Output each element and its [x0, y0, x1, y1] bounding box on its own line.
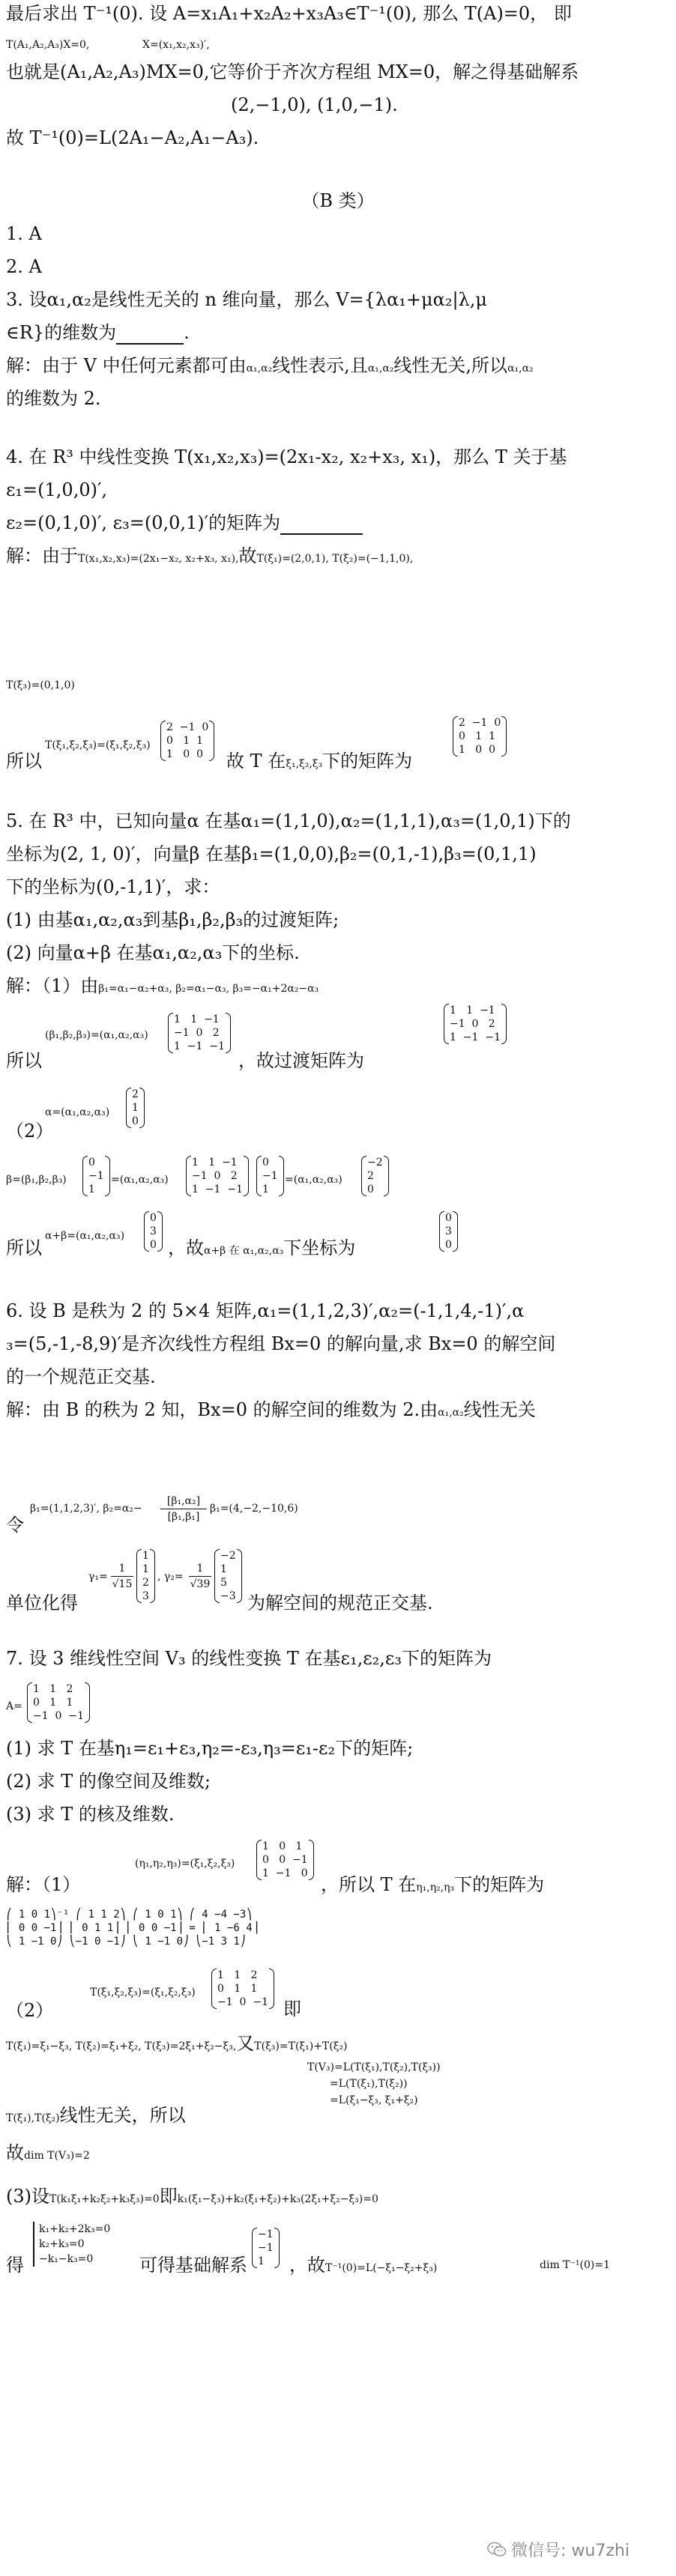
matrix: [450, 1004, 501, 1044]
fraction-numerator: 1: [111, 1561, 133, 1577]
formula: β₁=(4,−2,−10,6): [210, 1503, 298, 1515]
matrix-row: 1 1 −1: [192, 1157, 238, 1169]
solution-line: 解：（1）: [6, 1874, 81, 1895]
vector-entry: 3: [142, 1590, 149, 1602]
formula: α₁,α₂: [367, 363, 394, 375]
vector-entry: 0: [445, 1239, 452, 1251]
matrix-product: ⎛ 1 0 1⎞⁻¹ ⎛ 1 1 2⎞ ⎛ 1 0 1⎞ ⎛ 4 −4 −3⎞: [6, 1909, 253, 1921]
formula: T(k₁ξ₁+k₂ξ₂+k₃ξ₃)=0: [49, 2193, 160, 2205]
formula: β₁=α₁−α₂+α₃, β₂=α₁−α₃, β₃=−α₁+2α₂−α₃: [98, 983, 319, 995]
fraction-denominator: √15: [112, 1578, 133, 1590]
watermark: [487, 2538, 630, 2561]
text: 故 T 在: [226, 751, 286, 772]
matrix-row: −1 0 −1: [217, 1996, 268, 2008]
punct: .: [184, 322, 190, 343]
equation: k₂+k₃=0: [39, 2238, 85, 2250]
vector-entry: 2: [132, 1088, 139, 1100]
column-vector: [142, 1549, 149, 1603]
matrix-row: 1 1 −1: [450, 1004, 495, 1016]
question-line: (1) 求 T 在基η₁=ε₁+ε₃,η₂=-ε₃,η₃=ε₁-ε₂下的矩阵;: [6, 1738, 414, 1759]
solution-text: 线性表示,且: [272, 355, 368, 376]
formula: α=(α₁,α₂,α₃): [45, 1106, 110, 1118]
formula: T(x₁,x₂,x₃)=(2x₁−x₂, x₂+x₃, x₁),: [78, 553, 239, 565]
matrix-product: ⎝ 1 −1 0⎠ ⎝−1 0 −1⎠ ⎝ 1 −1 0⎠ ⎝−1 3 1⎠: [6, 1936, 247, 1948]
text-line: 即: [283, 1998, 301, 2019]
formula: T(ξ₁,ξ₂,ξ₃)=(ξ₁,ξ₂,ξ₃): [45, 739, 151, 751]
solution-line: [6, 974, 673, 998]
matrix: [174, 1013, 225, 1053]
text: 线性无关，所以: [59, 2105, 186, 2126]
formula: T⁻¹(0)=L(−ξ₁−ξ₂+ξ₃): [325, 2262, 438, 2274]
text-line: [6, 2141, 673, 2165]
solution-text: 下的矩阵为: [454, 1874, 545, 1895]
text-line: [6, 2103, 306, 2127]
matrix-row: 1 1 2: [33, 1683, 73, 1695]
matrix-row: −1 0 2: [450, 1018, 495, 1030]
vector-entry: −2: [367, 1157, 383, 1169]
formula: α₁,α₂: [438, 1407, 464, 1419]
formula: T(ξ₁)=(2,0,1), T(ξ₂)=(−1,1,0),: [256, 553, 414, 565]
text: ，故: [289, 2255, 325, 2276]
formula: α₁,α₂: [246, 363, 273, 375]
formula: =(α₁,α₂,α₃): [285, 1174, 342, 1186]
solution-text: 解：由于: [6, 545, 78, 566]
column-vector: [445, 1211, 452, 1252]
question-line: ε₁=(1,0,0)′,: [6, 479, 108, 500]
question-line: [6, 511, 673, 535]
matrix-row: 0 1 1: [166, 735, 203, 747]
formula: dim T⁻¹(0)=1: [540, 2259, 610, 2271]
vector-entry: 3: [445, 1225, 452, 1237]
vector-entry: 1: [132, 1102, 139, 1114]
question-text: ∈R}的维数为: [6, 322, 117, 343]
matrix-row: 1 −1 0: [262, 1867, 308, 1879]
matrix-row: 2 −1 0: [166, 721, 209, 733]
matrix-product: ⎜ 0 0 −1⎟ ⎜ 0 1 1⎟ ⎜ 0 0 −1⎟ = ⎜ 1 −6 4⎟: [6, 1922, 259, 1934]
matrix: [192, 1156, 243, 1196]
question-line: 坐标为(2, 1, 0)′，向量β 在基β₁=(1,0,0),β₂=(0,1,-1),β₃=(0,1,1): [6, 843, 537, 864]
question-line: (3) 求 T 的核及维数.: [6, 1804, 175, 1825]
equation-system: [33, 2222, 110, 2267]
formula: T(ξ₃)=(0,1,0): [6, 679, 75, 691]
text-line: 最后求出 T⁻¹(0). 设 A=x₁A₁+x₂A₂+x₃A₃∈T⁻¹(0), 那么 T(A)=0， 即: [6, 3, 572, 24]
column-vector: [132, 1088, 139, 1128]
matrix-row: 1 0 0: [166, 748, 203, 760]
formula: T(ξ₁),T(ξ₂): [6, 2112, 60, 2124]
matrix-row: 2 −1 0: [459, 717, 501, 729]
column-vector: [367, 1156, 383, 1196]
matrix-row: 0 1 1: [459, 730, 495, 742]
text-line: 所以: [6, 751, 42, 772]
text-line: 单位化得: [6, 1592, 78, 1613]
text: (3)设: [6, 2186, 49, 2207]
answer-line: 2. A: [6, 256, 42, 277]
formula: T(ξ₃)=T(ξ₁)+T(ξ₂): [254, 2040, 348, 2052]
vector-entry: −1: [258, 2228, 274, 2240]
formula: (η₁,η₂,η₃)=(ξ₁,ξ₂,ξ₃): [135, 1858, 235, 1870]
section-title: （B 类）: [301, 190, 375, 211]
matrix-row: 0 1 1: [33, 1697, 73, 1709]
vector-entry: 0: [88, 1157, 95, 1169]
formula: dim T(V₃)=2: [24, 2150, 90, 2162]
formula: ξ₁,ξ₂,ξ₃: [286, 758, 323, 770]
column-vector: [88, 1156, 104, 1196]
vector-entry: −3: [220, 1590, 236, 1602]
text-line: 所以: [6, 1050, 42, 1071]
vector-entry: 0: [132, 1115, 139, 1127]
matrix-row: 1 1 −1: [174, 1013, 220, 1025]
matrix: [33, 1682, 84, 1723]
text: 又: [236, 2033, 255, 2054]
column-vector: [220, 1549, 236, 1603]
fraction-denominator: √39: [190, 1578, 211, 1590]
formula: (β₁,β₂,β₃)=(α₁,α₂,α₃): [45, 1029, 148, 1041]
formula: β₁=(1,1,2,3)′, β₂=α₂−: [30, 1503, 142, 1515]
question-line: 7. 设 3 维线性空间 V₃ 的线性变换 T 在基ε₁,ε₂,ε₃下的矩阵为: [6, 1648, 492, 1669]
question-line: 6. 设 B 是秩为 2 的 5×4 矩阵,α₁=(1,1,2,3)′,α₂=(-1,1,4,-1)′,α: [6, 1300, 525, 1321]
matrix-row: 1 0 0: [459, 744, 495, 756]
equation: −k₁−k₃=0: [39, 2253, 94, 2265]
text: ，故: [168, 1237, 204, 1258]
text-line: 所以: [6, 1237, 42, 1258]
vector-entry: −1: [258, 2242, 274, 2254]
vector-entry: 0: [445, 1212, 452, 1224]
matrix-row: 1 −1 −1: [174, 1040, 225, 1052]
question-line: ₃=(5,-1,-8,9)′是齐次线性方程组 Bx=0 的解向量,求 Bx=0 的解空间: [6, 1333, 556, 1354]
vector-entry: 0: [262, 1157, 269, 1169]
formula-line: [6, 2031, 673, 2055]
equation: k₁+k₂+2k₃=0: [39, 2223, 111, 2235]
text: 故: [6, 2142, 24, 2163]
watermark-text: 微信号: wu7zhi: [511, 2542, 630, 2560]
formula: α+β 在 α₁,α₂,α₃: [204, 1245, 284, 1257]
vector-entry: 1: [142, 1563, 149, 1575]
solution-line: [6, 544, 673, 568]
text-line: 为解空间的规范正交基.: [247, 1592, 433, 1613]
text-line: 也就是(A₁,A₂,A₃)MX=0,它等价于齐次方程组 MX=0，解之得基础解系: [6, 61, 579, 82]
vector-entry: 1: [258, 2255, 265, 2267]
matrix-row: −1 0 −1: [33, 1710, 84, 1722]
formula: , γ₂=: [157, 1571, 184, 1583]
vector-entry: 0: [150, 1212, 157, 1224]
text-line: ，故过渡矩阵为: [238, 1050, 364, 1071]
question-line: 3. 设α₁,α₂是线性无关的 n 维向量，那么 V={λα₁+μα₂|λ,μ: [6, 289, 487, 310]
vector-entry: 2: [367, 1170, 374, 1182]
question-line: (2) 求 T 的像空间及维数;: [6, 1771, 211, 1792]
solution-line: [6, 2184, 673, 2208]
text-line: 可得基础解系: [139, 2255, 247, 2276]
solution-line: [6, 354, 673, 378]
vector-entry: 5: [220, 1577, 227, 1589]
text-line: [226, 749, 412, 773]
matrix: [217, 1969, 268, 2009]
vector-entry: 0: [367, 1184, 374, 1195]
fraction-denominator: [β₁,β₁]: [167, 1511, 200, 1523]
formula: =(α₁,α₂,α₃): [111, 1174, 169, 1186]
formula: β=(β₁,β₂,β₃): [6, 1174, 67, 1186]
solution-text: ，所以 T 在: [321, 1874, 417, 1895]
fraction-numerator: [β₁,α₂]: [160, 1494, 207, 1509]
matrix-row: −1 0 2: [174, 1027, 220, 1039]
solution-text: 线性无关,所以: [393, 355, 508, 376]
vector-entry: 3: [150, 1225, 157, 1237]
vector-entry: 1: [262, 1184, 269, 1195]
solution-text: 解：（1）由: [6, 975, 99, 996]
vector-entry: −1: [262, 1170, 278, 1182]
formula: α+β=(α₁,α₂,α₃): [45, 1230, 125, 1242]
matrix: [459, 716, 501, 757]
matrix-row: 1 0 1: [262, 1840, 303, 1852]
formula: X=(x₁,x₂,x₃)′,: [142, 39, 210, 51]
solution-line: [6, 1398, 673, 1422]
text-line: (2,−1,0), (1,0,−1).: [231, 94, 398, 115]
formula: T(ξ₁)=ξ₁−ξ₃, T(ξ₂)=ξ₁+ξ₂, T(ξ₃)=2ξ₁+ξ₂−ξ₃,: [6, 2040, 237, 2052]
question-text: ε₂=(0,1,0)′, ε₃=(0,0,1)′的矩阵为: [6, 512, 281, 533]
text-line: [168, 1236, 355, 1260]
text-line: （2）: [6, 1121, 54, 1142]
question-line: 5. 在 R³ 中，已知向量α 在基α₁=(1,1,0),α₂=(1,1,1),α₃=(1,0,1)下的: [6, 810, 571, 831]
matrix-row: 1 −1 −1: [192, 1184, 243, 1195]
question-line: 下的坐标为(0,-1,1)′，求：: [6, 876, 220, 897]
solution-line: 的维数为 2.: [6, 388, 101, 409]
question-line: 4. 在 R³ 中线性变换 T(x₁,x₂,x₃)=(2x₁-x₂, x₂+x₃, x₁)，那么 T 关于基: [6, 446, 567, 467]
formula: η₁,η₂,η₃: [416, 1882, 455, 1894]
solution-line: [321, 1873, 544, 1897]
formula: =L(T(ξ₁),T(ξ₂)): [330, 2078, 408, 2090]
solution-text: 解：由于 V 中任何元素都可由: [6, 355, 247, 376]
text: 下的矩阵为: [322, 751, 413, 772]
fraction-numerator: 1: [189, 1561, 211, 1577]
text: 即: [159, 2186, 178, 2207]
matrix-row: 0 1 1: [217, 1983, 258, 1995]
formula: T(ξ₁,ξ₂,ξ₃)=(ξ₁,ξ₂,ξ₃): [90, 1986, 196, 1998]
matrix-row: −1 0 2: [192, 1170, 238, 1182]
answer-line: 1. A: [6, 223, 42, 244]
vector-entry: −1: [88, 1170, 104, 1182]
text-line: 故 T⁻¹(0)=L(2A₁−A₂,A₁−A₃).: [6, 127, 259, 148]
matrix-row: 0 0 −1: [262, 1854, 308, 1866]
question-line: (2) 向量α+β 在基α₁,α₂,α₃下的坐标.: [6, 942, 300, 963]
matrix-row: 1 −1 −1: [450, 1031, 501, 1043]
solution-text: 线性无关: [463, 1399, 536, 1420]
column-vector: [150, 1211, 157, 1252]
text-line: （2）: [6, 2000, 54, 2021]
formula: α₁,α₂: [507, 363, 534, 375]
vector-entry: −2: [220, 1550, 236, 1562]
vector-entry: 2: [142, 1577, 149, 1589]
formula: T(A₁,A₂,A₃)X=0,: [6, 39, 90, 51]
formula: A=: [6, 1700, 22, 1712]
question-line: 的一个规范正交基.: [6, 1366, 156, 1387]
formula: k₁(ξ₁−ξ₃)+k₂(ξ₁+ξ₂)+k₃(2ξ₁+ξ₂−ξ₃)=0: [177, 2193, 378, 2205]
question-line: (1) 由基α₁,α₂,α₃到基β₁,β₂,β₃的过渡矩阵;: [6, 909, 339, 930]
vector-entry: 1: [142, 1550, 149, 1562]
question-line: [6, 321, 673, 345]
text-line: [289, 2253, 437, 2277]
matrix: [262, 1840, 308, 1880]
solution-text: 解：由 B 的秩为 2 知，Bx=0 的解空间的维数为 2.由: [6, 1399, 438, 1420]
column-vector: [262, 1156, 278, 1196]
text-line: 得: [6, 2255, 24, 2276]
formula: γ₁=: [88, 1571, 108, 1583]
wechat-icon: [487, 2542, 507, 2558]
matrix-row: 1 1 2: [217, 1969, 258, 1981]
column-vector: [258, 2228, 274, 2268]
vector-entry: 1: [88, 1184, 95, 1195]
answer-blank: [280, 517, 363, 535]
formula: T(V₃)=L(T(ξ₁),T(ξ₂),T(ξ₃)): [307, 2061, 441, 2073]
vector-entry: 0: [150, 1239, 157, 1251]
text-line: 令: [6, 1515, 24, 1536]
text: 下坐标为: [283, 1237, 356, 1258]
vector-entry: 1: [220, 1563, 227, 1575]
formula: =L(ξ₁−ξ₃, ξ₁+ξ₂): [330, 2094, 418, 2106]
answer-blank: [116, 327, 184, 345]
solution-text: 故: [238, 545, 257, 566]
